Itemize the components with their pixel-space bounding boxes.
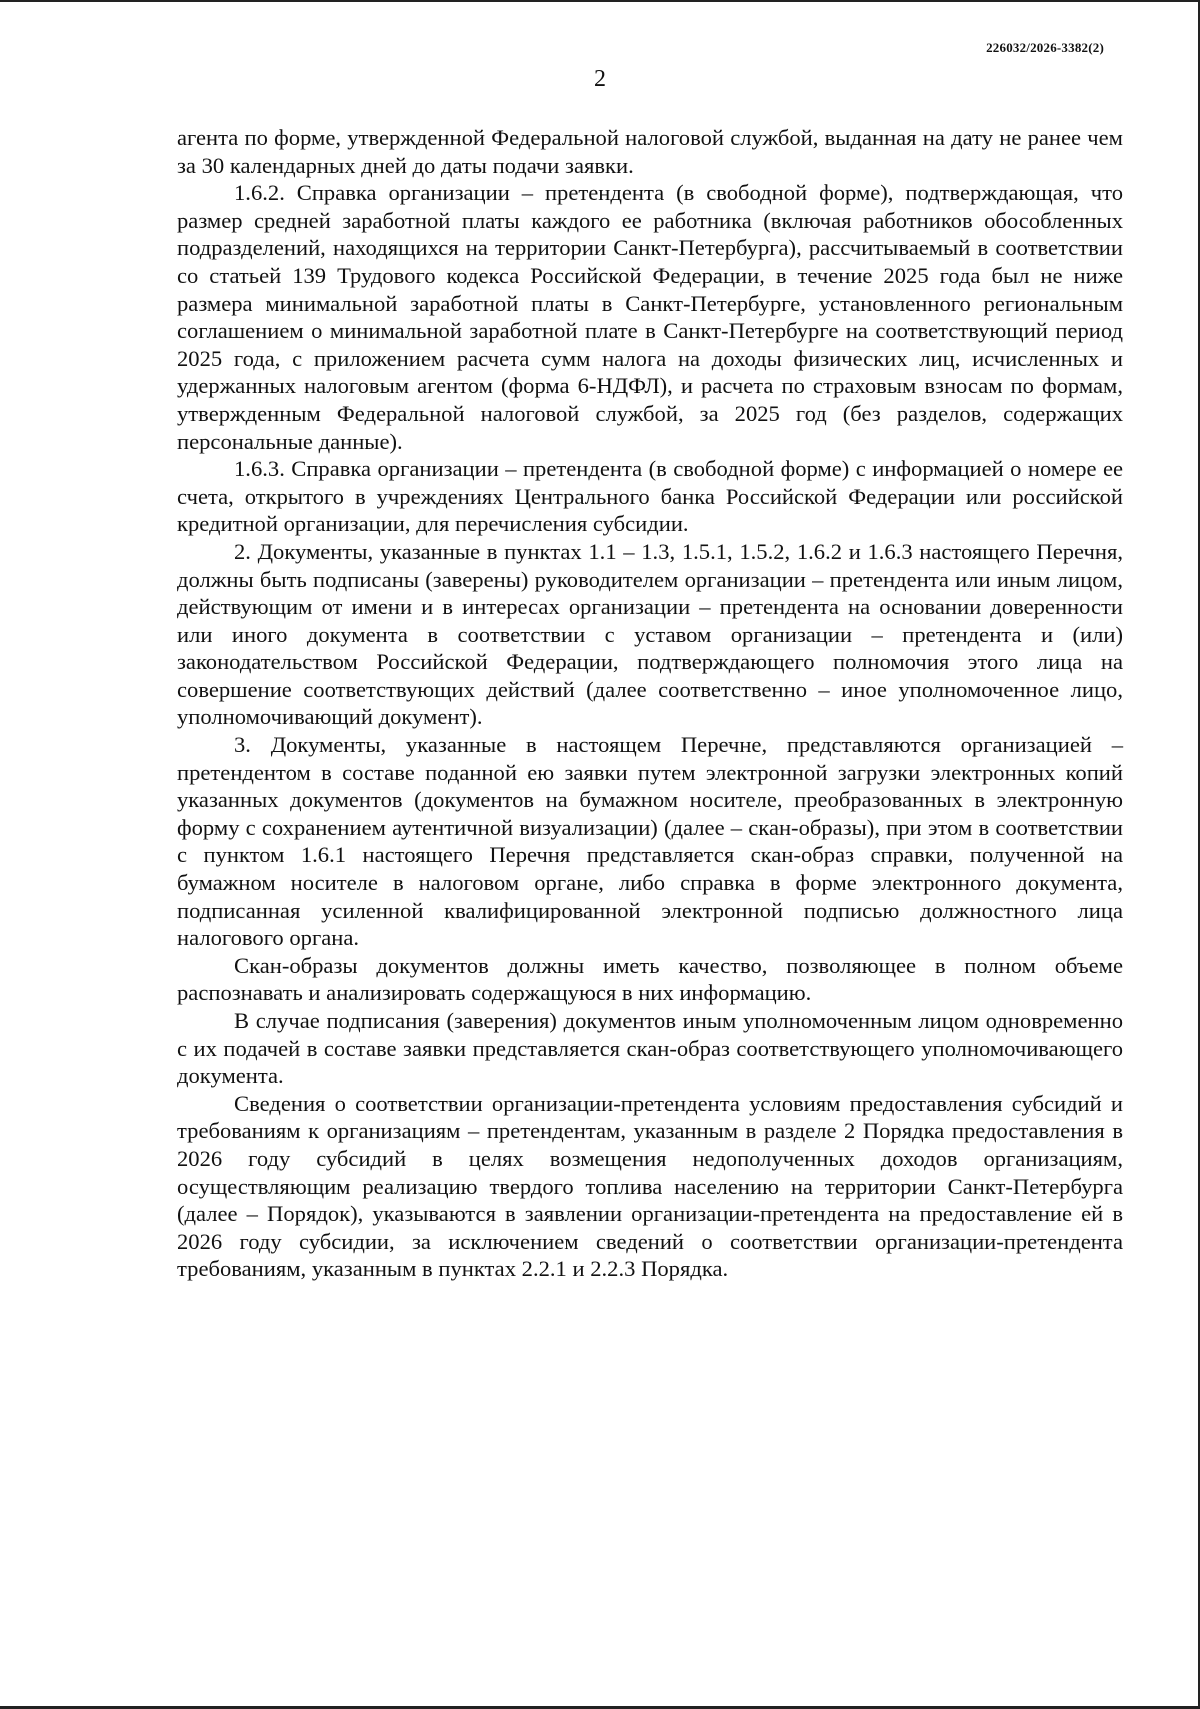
paragraph-continuation: агента по форме, утвержденной Федеральной налоговой службой, выданная на дату не ранее чем за 30 календарных дней до даты подачи заявки. [177,125,1123,178]
paragraph-authorized-person: В случае подписания (заверения) документов иным уполномоченным лицом одновременно с их подачей в составе заявки представляется скан-образ соответствующего уполномочивающего документа. [177,1008,1123,1089]
paragraph-compliance-info: Сведения о соответствии организации-претендента условиям предоставления субсидий и требованиям к организациям – претендентам, указанным в разделе 2 Порядка предоставления в 2026 году субсидий в целях возмещения недополученных доходов организациям, осуществляющим реализацию твердого топлива населению на территории Санкт-Петербурга (далее – Порядок), указываются в заявлении организации-претендента на предоставление ей в 2026 году субсидии, за исключением сведений о соответствии организации-претендента требованиям, указанным в пунктах 2.2.1 и 2.2.3 Порядка. [177,1090,1123,1282]
registration-number: 226032/2026-3382(2) [986,40,1104,55]
paragraph-item-2: 2. Документы, указанные в пунктах 1.1 – 1.3, 1.5.1, 1.5.2, 1.6.2 и 1.6.3 настоящего Перечня, должны быть подписаны (заверены) руководителем организации – претендента или иным лицом, действующим от имени и в интересах организации – претендента на основании доверенности или иного документа в соответствии с уставом организации – претендента и (или) законодательством Российской Федерации, подтверждающего полномочия этого лица на совершение соответствующих действий (далее соответственно – иное уполномоченное лицо, уполномочивающий документ). [177,538,1123,730]
paragraph-scan-quality: Скан-образы документов должны иметь качество, позволяющее в полном объеме распознавать и анализировать содержащуюся в них информацию. [177,952,1123,1006]
paragraph-item-3: 3. Документы, указанные в настоящем Перечне, представляются организацией – претендентом в составе поданной ею заявки путем электронной загрузки электронных копий указанных документов (документов на бумажном носителе, преобразованных в электронную форму с сохранением аутентичной визуализации) (далее – скан-образы), при этом в соответствии с пунктом 1.6.1 настоящего Перечня представляется скан-образ справки, полученной на бумажном носителе в налоговом органе, либо справка в форме электронного документа, подписанная усиленной квалифицированной электронной подписью должностного лица налогового органа. [177,732,1123,951]
paragraph-item-1-6-3: 1.6.3. Справка организации – претендента (в свободной форме) с информацией о номере ее счета, открытого в учреждениях Центрального банка Российской Федерации или российской кредитной организации, для перечисления субсидии. [177,456,1123,537]
document-body [177,124,1123,1283]
paragraph-item-1-6-2: 1.6.2. Справка организации – претендента (в свободной форме), подтверждающая, что размер средней заработной платы каждого ее работника (включая работников обособленных подразделений, находящихся на территории Санкт-Петербурга), рассчитываемый в соответствии со статьей 139 Трудового кодекса Российской Федерации, в течение 2025 года был не ниже размера минимальной заработной платы в Санкт-Петербурге, установленного региональным соглашением о минимальной заработной плате в Санкт-Петербурге на соответствующий период 2025 года, с приложением расчета сумм налога на доходы физических лиц, исчисленных и удержанных налоговым агентом (форма 6-НДФЛ), и расчета по страховым взносам по формам, утвержденным Федеральной налоговой службой, за 2025 год (без разделов, содержащих персональные данные). [177,180,1123,454]
scan-edge-top [0,0,1200,2]
page-number: 2 [594,66,606,92]
